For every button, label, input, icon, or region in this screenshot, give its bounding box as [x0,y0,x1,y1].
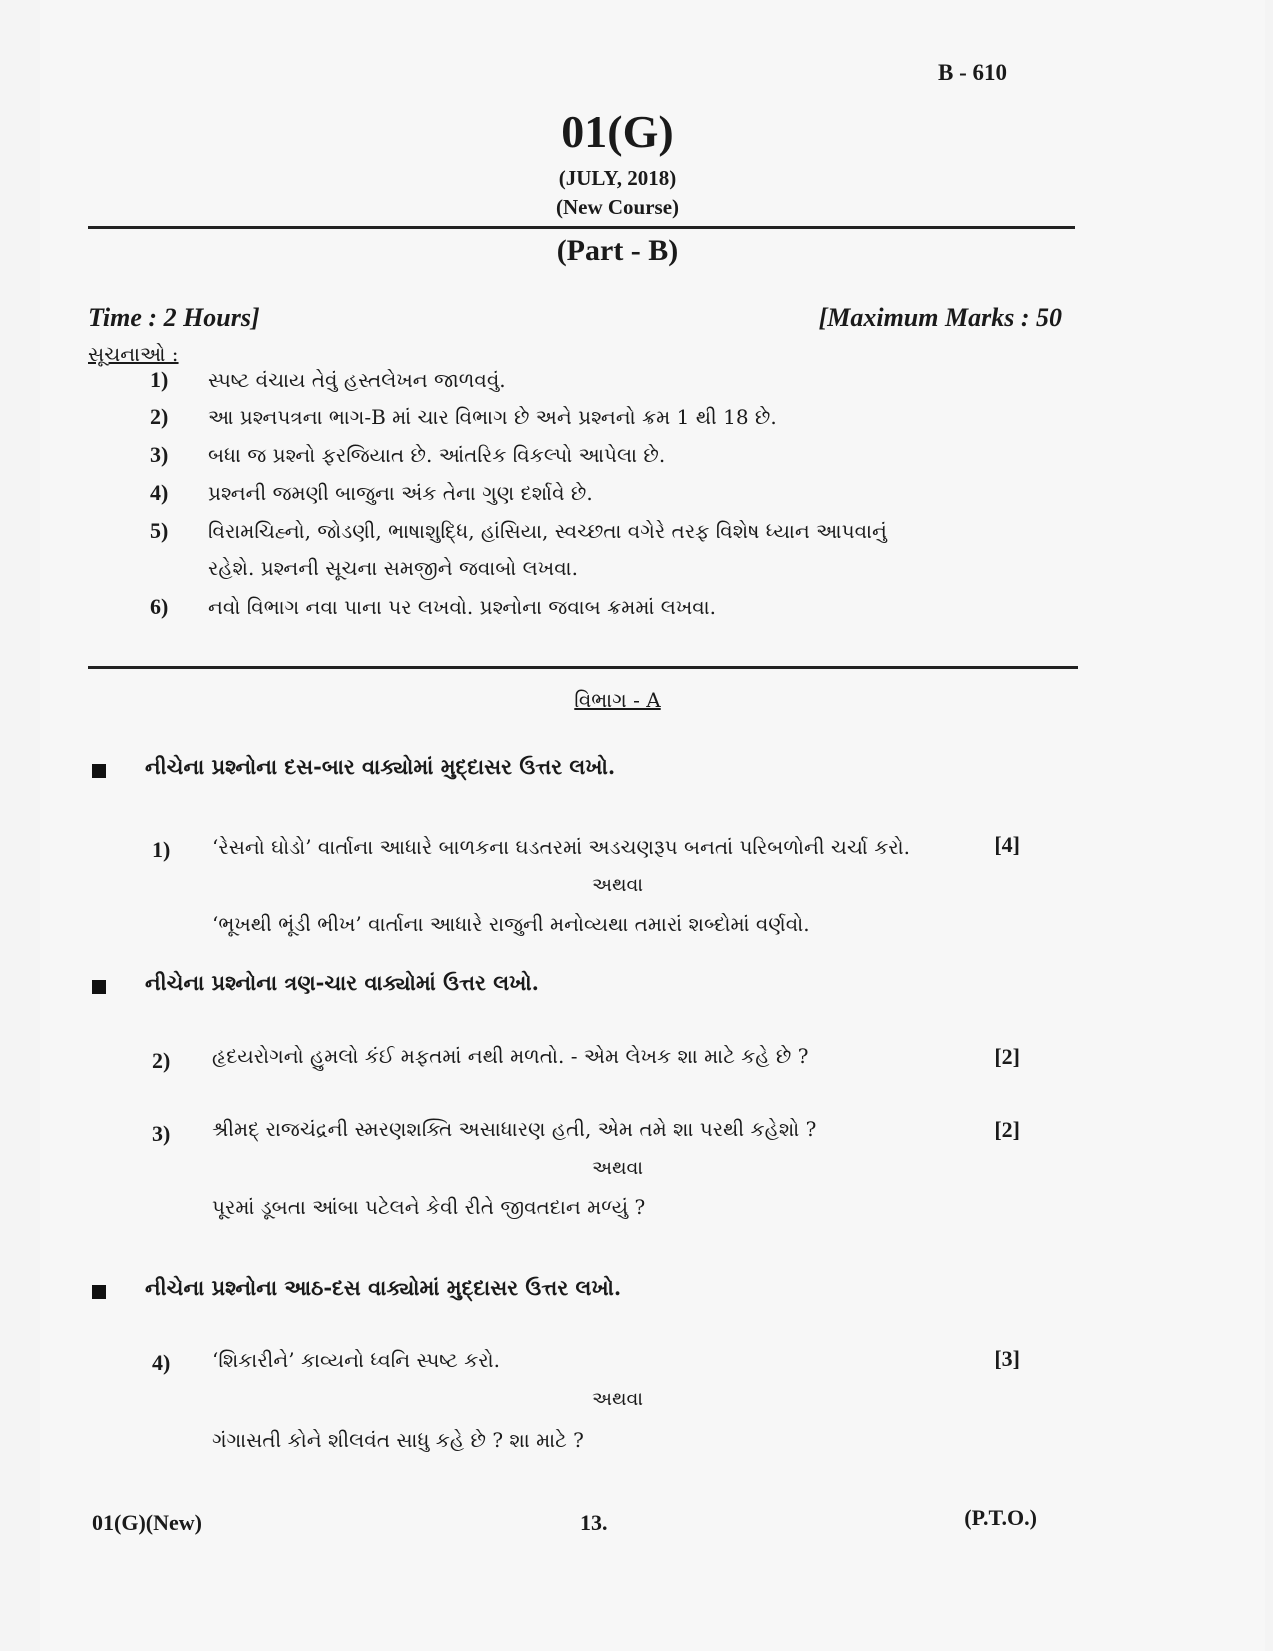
alternative-question: ‘ભૂખથી ભૂંડી ભીખ’ વાર્તાના આધારે રાજુની મનોવ્યથા તમારાં શબ્દોમાં વર્ણવો. [212,912,810,936]
instruction-number: 5) [150,518,169,543]
question-marks: [2] [994,1117,1020,1142]
group-heading: નીચેના પ્રશ્નોના ત્રણ-ચાર વાક્યોમાં ઉત્તર લખો. [145,970,539,995]
exam-page [40,0,1265,1651]
instruction-item [150,367,1080,393]
time-limit: Time : 2 Hours] [88,303,260,332]
instruction-text: વિરામચિહ્નો, જોડણી, ભાષાશુદ્ધિ, હાંસિયા, સ્વચ્છતા વગેરે તરફ વિશેષ ધ્યાન આપવાનું [208,519,887,543]
question-marks: [4] [994,832,1020,857]
section-heading: વિભાગ - A [574,688,661,712]
instruction-number: 2) [150,404,169,429]
bullet-icon [92,980,106,994]
course-label: (New Course) [555,195,680,219]
or-label: અથવા [591,1157,644,1179]
instruction-item [150,404,1080,430]
question-marks: [2] [994,1044,1020,1069]
group-heading: નીચેના પ્રશ્નોના આઠ-દસ વાક્યોમાં મુદ્દાસર ઉત્તર લખો. [145,1275,622,1300]
subject-code: 01(G) [561,106,674,157]
question-number: 4) [152,1350,171,1375]
divider [88,226,1075,229]
instruction-text: સ્પષ્ટ વંચાય તેવું હસ્તલેખન જાળવવું. [208,368,506,392]
divider [88,666,1078,669]
instruction-number: 1) [150,367,169,392]
instruction-number: 4) [150,480,169,505]
please-turn-over: (P.T.O.) [964,1505,1037,1530]
alternative-question: પૂરમાં ડૂબતા આંબા પટેલને કેવી રીતે જીવતદાન મળ્યું ? [212,1195,646,1219]
instruction-number: 6) [150,594,169,619]
instruction-continuation: રહેશે. પ્રશ્નની સૂચના સમજીને જવાબો લખવા. [208,556,578,580]
maximum-marks: [Maximum Marks : 50 [818,303,1062,332]
instruction-item [150,518,1080,544]
footer-code: 01(G)(New) [92,1510,202,1535]
question-text: હૃદયરોગનો હુમલો કંઈ મફતમાં નથી મળતો. - એમ લેખક શા માટે કહે છે ? [212,1044,809,1068]
question-number: 3) [152,1121,171,1146]
instructions-heading: સૂચનાઓ : [88,342,179,366]
exam-session: (JULY, 2018) [558,166,677,190]
or-label: અથવા [591,874,644,896]
group-heading: નીચેના પ્રશ્નોના દસ-બાર વાક્યોમાં મુદ્દાસર ઉત્તર લખો. [145,754,616,779]
question-marks: [3] [994,1346,1020,1371]
bullet-icon [92,1285,106,1299]
question-number: 2) [152,1048,171,1073]
instruction-item [150,480,1080,506]
instruction-item [150,442,1080,468]
bullet-icon [92,764,106,778]
instruction-item [150,594,1080,620]
question-text: ‘રેસનો ઘોડો’ વાર્તાના આધારે બાળકના ઘડતરમાં અડચણરૂપ બનતાં પરિબળોની ચર્ચા કરો. [212,835,911,859]
instruction-text: બધા જ પ્રશ્નો ફરજિયાત છે. આંતરિક વિકલ્પો આપેલા છે. [208,443,666,467]
question-number: 1) [152,837,171,862]
page-number: 13. [580,1510,608,1535]
paper-code: B - 610 [938,60,1007,85]
question-text: શ્રીમદ્ રાજચંદ્રની સ્મરણશક્તિ અસાધારણ હતી, એમ તમે શા પરથી કહેશો ? [212,1117,817,1141]
instruction-text: નવો વિભાગ નવા પાના પર લખવો. પ્રશ્નોના જવાબ ક્રમમાં લખવા. [208,595,716,619]
instruction-text: આ પ્રશ્નપત્રના ભાગ-B માં ચાર વિભાગ છે અને પ્રશ્નનો ક્રમ 1 થી 18 છે. [208,405,777,429]
alternative-question: ગંગાસતી કોને શીલવંત સાધુ કહે છે ? શા માટે ? [212,1428,584,1452]
question-text: ‘શિકારીને’ કાવ્યનો ધ્વનિ સ્પષ્ટ કરો. [212,1348,500,1372]
part-label: (Part - B) [556,234,679,267]
instruction-number: 3) [150,442,169,467]
or-label: અથવા [591,1388,644,1410]
instruction-text: પ્રશ્નની જમણી બાજુના અંક તેના ગુણ દર્શાવે છે. [208,481,593,505]
